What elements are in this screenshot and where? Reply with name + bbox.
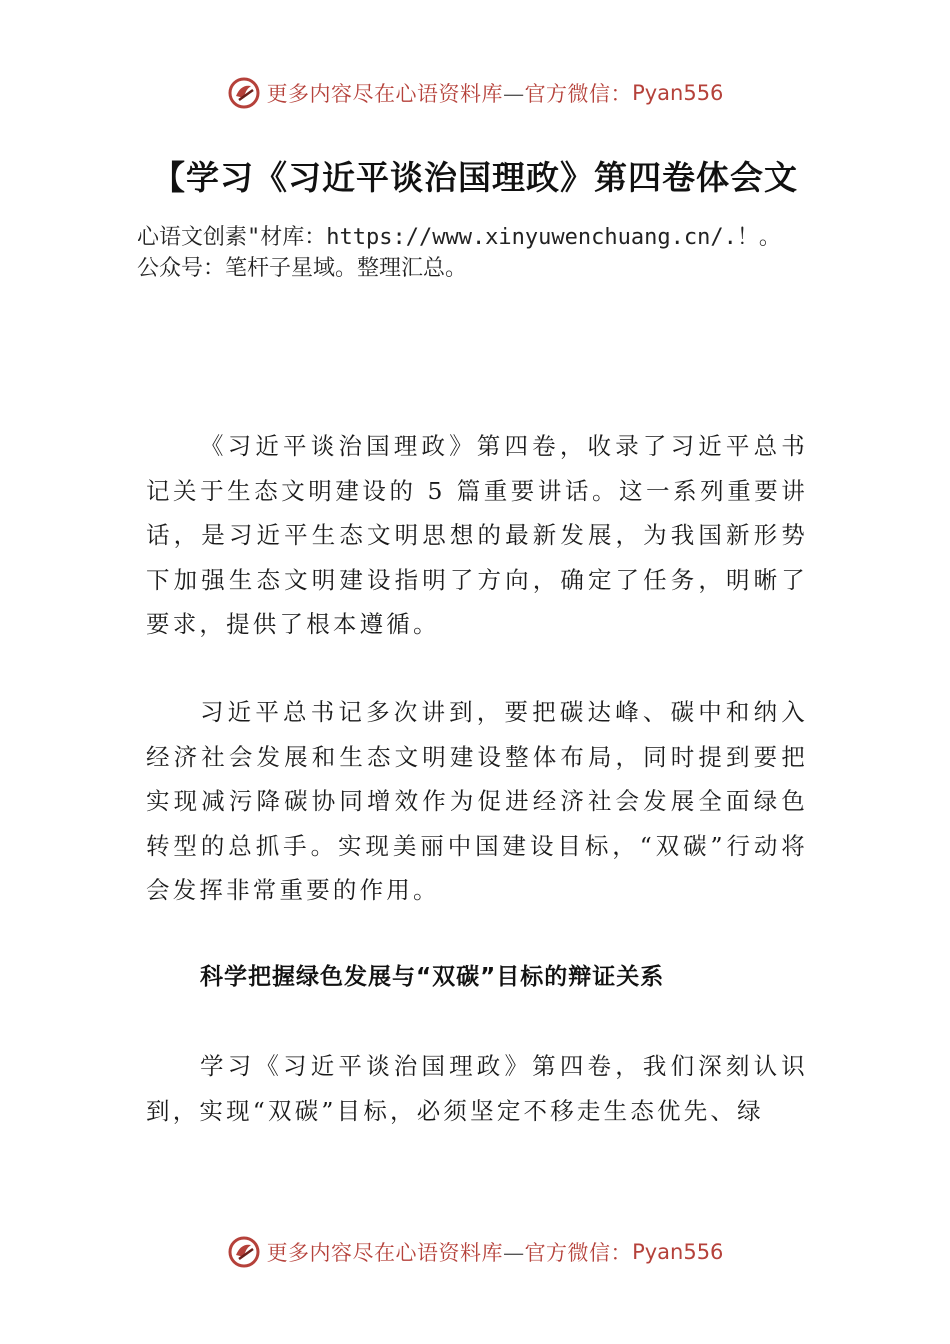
source-meta-line-2: 公众号：笔杆子星域。整理汇总。 [137, 256, 468, 281]
body-paragraph-2: 习近平总书记多次讲到，要把碳达峰、碳中和纳入经济社会发展和生态文明建设整体布局，同时提到要把实现减污降碳协同增效作为促进经济社会发展全面绿色转型的总抓手。实现美丽中国建设目标，“双碳”行动将会发挥非常重要的作用。 [146, 698, 808, 904]
body-paragraph-1: 《习近平谈治国理政》第四卷，收录了习近平总书记关于生态文明建设的 5 篇重要讲话。这一系列重要讲话，是习近平生态文明思想的最新发展，为我国新形势下加强生态文明建设指明了方向，确定了任务，明晰了要求，提供了根本遵循。 [146, 432, 808, 638]
wechat-id: Pyan556 [632, 1240, 724, 1264]
header-banner [0, 73, 950, 113]
wechat-id: Pyan556 [632, 81, 724, 105]
source-meta-line-1: 心语文创素"材库：https://www.xinyuwenchuang.cn/.！。 [137, 225, 781, 250]
banner-text: 更多内容尽在心语资料库—官方微信： [266, 1241, 633, 1265]
source-meta [137, 222, 937, 284]
body-paragraph-3: 学习《习近平谈治国理政》第四卷，我们深刻认识到，实现“双碳”目标，必须坚定不移走生态优先、绿 [146, 1052, 808, 1125]
banner-text: 更多内容尽在心语资料库—官方微信： [266, 82, 633, 106]
section-heading: 科学把握绿色发展与“双碳”目标的辩证关系 [200, 964, 665, 990]
footer-banner [0, 1232, 950, 1272]
document-title: 【学习《习近平谈治国理政》第四卷体会文 [152, 158, 798, 197]
brand-logo-icon [227, 76, 261, 110]
brand-logo-icon [227, 1235, 261, 1269]
